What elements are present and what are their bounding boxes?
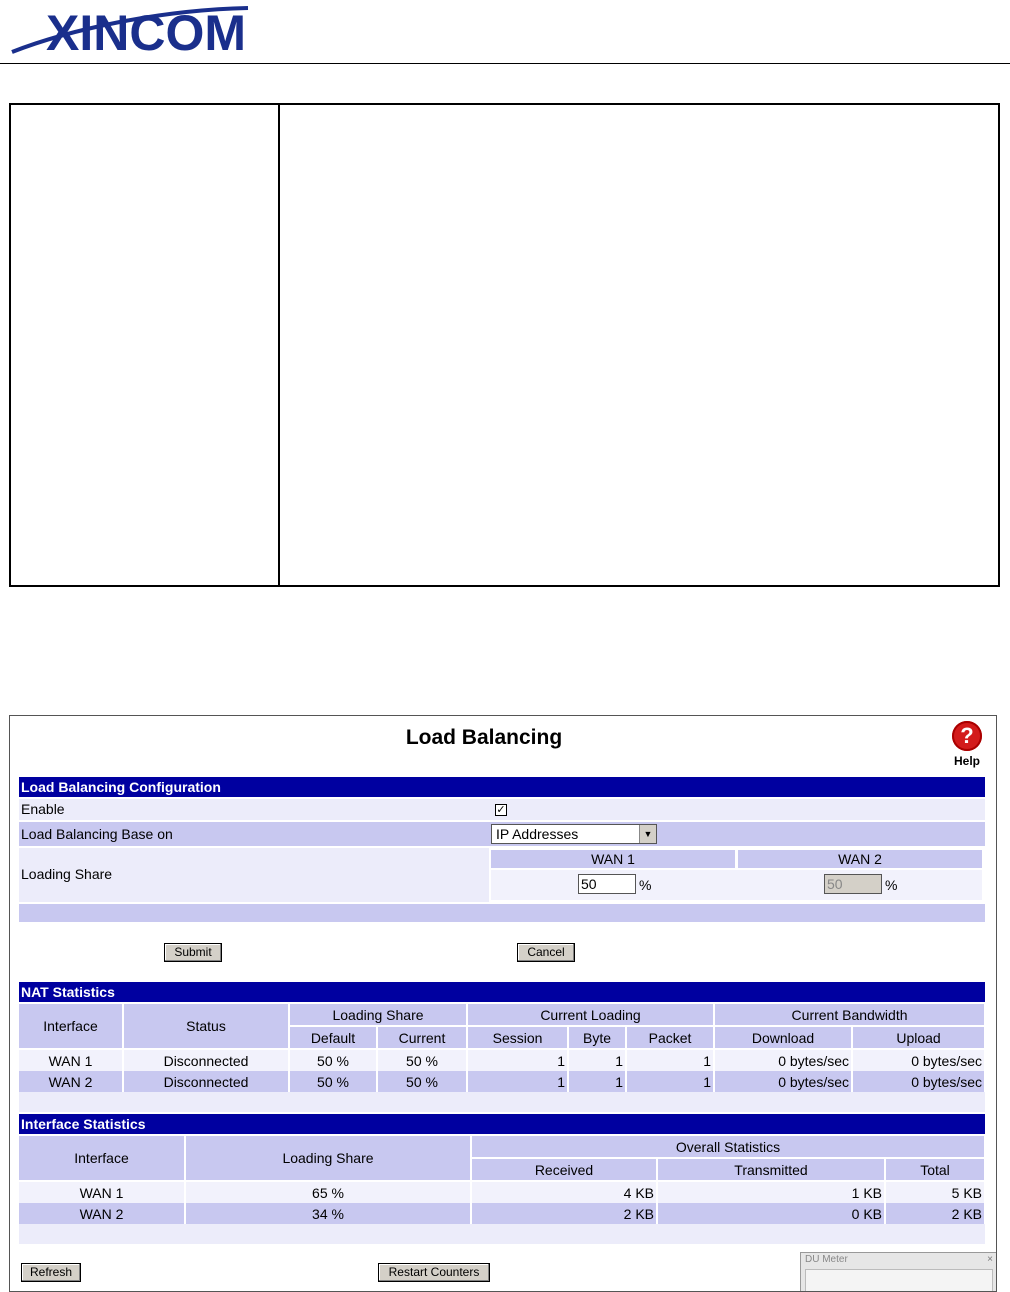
help-button[interactable] bbox=[947, 721, 987, 768]
iface-header-transmitted: Transmitted bbox=[657, 1158, 885, 1181]
iface-cell-interface: WAN 1 bbox=[19, 1181, 185, 1203]
nat-header-status: Status bbox=[123, 1004, 289, 1049]
config-footer-bar bbox=[19, 904, 985, 922]
wan1-percent: % bbox=[639, 877, 652, 893]
wan1-header: WAN 1 bbox=[491, 850, 735, 868]
nat-header-current-bandwidth: Current Bandwidth bbox=[714, 1004, 985, 1026]
nat-cell-upload: 0 bytes/sec bbox=[852, 1049, 985, 1071]
table-row bbox=[19, 1071, 985, 1092]
nat-cell-current: 50 % bbox=[377, 1071, 467, 1092]
enable-checkbox[interactable]: ✓ bbox=[496, 804, 506, 816]
nat-header-default: Default bbox=[289, 1026, 377, 1049]
wan2-header: WAN 2 bbox=[738, 850, 982, 868]
refresh-button[interactable]: Refresh bbox=[21, 1263, 81, 1282]
nat-cell-download: 0 bytes/sec bbox=[714, 1049, 852, 1071]
du-meter-title bbox=[801, 1253, 997, 1266]
iface-cell-total: 5 KB bbox=[885, 1181, 985, 1203]
table-row bbox=[19, 1181, 985, 1203]
nat-statistics-table bbox=[19, 1004, 986, 1092]
iface-footer-spacer bbox=[19, 1224, 985, 1244]
iface-header-overall: Overall Statistics bbox=[471, 1136, 985, 1158]
nat-cell-status: Disconnected bbox=[123, 1071, 289, 1092]
config-section-bar: Load Balancing Configuration bbox=[19, 777, 985, 797]
restart-counters-button[interactable]: Restart Counters bbox=[378, 1263, 490, 1282]
nat-cell-session: 1 bbox=[467, 1049, 568, 1071]
du-meter-graph bbox=[805, 1269, 993, 1292]
nat-header-current-loading: Current Loading bbox=[467, 1004, 714, 1026]
iface-cell-share: 34 % bbox=[185, 1203, 471, 1224]
nat-header-byte: Byte bbox=[568, 1026, 626, 1049]
iface-header-total: Total bbox=[885, 1158, 985, 1181]
nat-cell-default: 50 % bbox=[289, 1071, 377, 1092]
du-meter-widget[interactable] bbox=[800, 1252, 997, 1292]
document-table-box bbox=[9, 103, 1000, 587]
loading-share-row bbox=[19, 848, 985, 902]
nat-header-interface: Interface bbox=[19, 1004, 123, 1049]
base-select[interactable] bbox=[491, 824, 657, 844]
nat-header-current: Current bbox=[377, 1026, 467, 1049]
wan1-share-input[interactable]: 50 bbox=[578, 874, 636, 894]
logo-text: XINCOM bbox=[46, 5, 246, 60]
cancel-button[interactable]: Cancel bbox=[517, 943, 575, 962]
page-title: Load Balancing bbox=[405, 726, 563, 749]
nat-cell-default: 50 % bbox=[289, 1049, 377, 1071]
nat-header-upload: Upload bbox=[852, 1026, 985, 1049]
header-rule bbox=[0, 63, 1010, 64]
iface-header-loading-share: Loading Share bbox=[185, 1136, 471, 1181]
nat-cell-byte: 1 bbox=[568, 1049, 626, 1071]
nat-cell-download: 0 bytes/sec bbox=[714, 1071, 852, 1092]
help-icon[interactable]: ? bbox=[952, 721, 982, 751]
iface-cell-share: 65 % bbox=[185, 1181, 471, 1203]
share-input-row bbox=[491, 870, 982, 900]
chevron-down-icon[interactable]: ▼ bbox=[639, 825, 656, 843]
nat-cell-byte: 1 bbox=[568, 1071, 626, 1092]
nat-cell-current: 50 % bbox=[377, 1049, 467, 1071]
base-select-value: IP Addresses bbox=[496, 826, 579, 842]
nat-cell-interface: WAN 2 bbox=[19, 1071, 123, 1092]
table-row bbox=[19, 1203, 985, 1224]
help-label: Help bbox=[953, 754, 980, 768]
nat-cell-interface: WAN 1 bbox=[19, 1049, 123, 1071]
nat-footer-spacer bbox=[19, 1092, 985, 1112]
iface-cell-transmitted: 1 KB bbox=[657, 1181, 885, 1203]
nat-header-packet: Packet bbox=[626, 1026, 714, 1049]
iface-cell-total: 2 KB bbox=[885, 1203, 985, 1224]
nat-cell-packet: 1 bbox=[626, 1071, 714, 1092]
interface-statistics-table bbox=[19, 1136, 986, 1224]
nat-header-session: Session bbox=[467, 1026, 568, 1049]
base-row bbox=[19, 822, 985, 846]
nat-cell-packet: 1 bbox=[626, 1049, 714, 1071]
nat-header-loading-share: Loading Share bbox=[289, 1004, 467, 1026]
nat-cell-session: 1 bbox=[467, 1071, 568, 1092]
du-meter-title-text: DU Meter bbox=[805, 1254, 848, 1265]
iface-header-received: Received bbox=[471, 1158, 657, 1181]
iface-cell-received: 2 KB bbox=[471, 1203, 657, 1224]
nat-cell-status: Disconnected bbox=[123, 1049, 289, 1071]
share-label: Loading Share bbox=[21, 866, 113, 882]
wan2-percent: % bbox=[885, 877, 898, 893]
enable-row bbox=[19, 799, 985, 820]
table-row bbox=[19, 1049, 985, 1071]
base-label: Load Balancing Base on bbox=[21, 826, 173, 842]
xincom-logo bbox=[8, 0, 328, 60]
iface-cell-transmitted: 0 KB bbox=[657, 1203, 885, 1224]
nat-header-download: Download bbox=[714, 1026, 852, 1049]
wan2-share-input: 50 bbox=[824, 874, 882, 894]
iface-header-interface: Interface bbox=[19, 1136, 185, 1181]
table-column-divider bbox=[278, 105, 280, 585]
nat-cell-upload: 0 bytes/sec bbox=[852, 1071, 985, 1092]
iface-cell-received: 4 KB bbox=[471, 1181, 657, 1203]
nat-section-bar: NAT Statistics bbox=[19, 982, 985, 1002]
enable-label: Enable bbox=[21, 801, 65, 817]
load-balancing-screen bbox=[9, 715, 997, 1292]
close-icon[interactable]: × bbox=[987, 1254, 993, 1265]
submit-button[interactable]: Submit bbox=[164, 943, 222, 962]
iface-section-bar: Interface Statistics bbox=[19, 1114, 985, 1134]
iface-cell-interface: WAN 2 bbox=[19, 1203, 185, 1224]
